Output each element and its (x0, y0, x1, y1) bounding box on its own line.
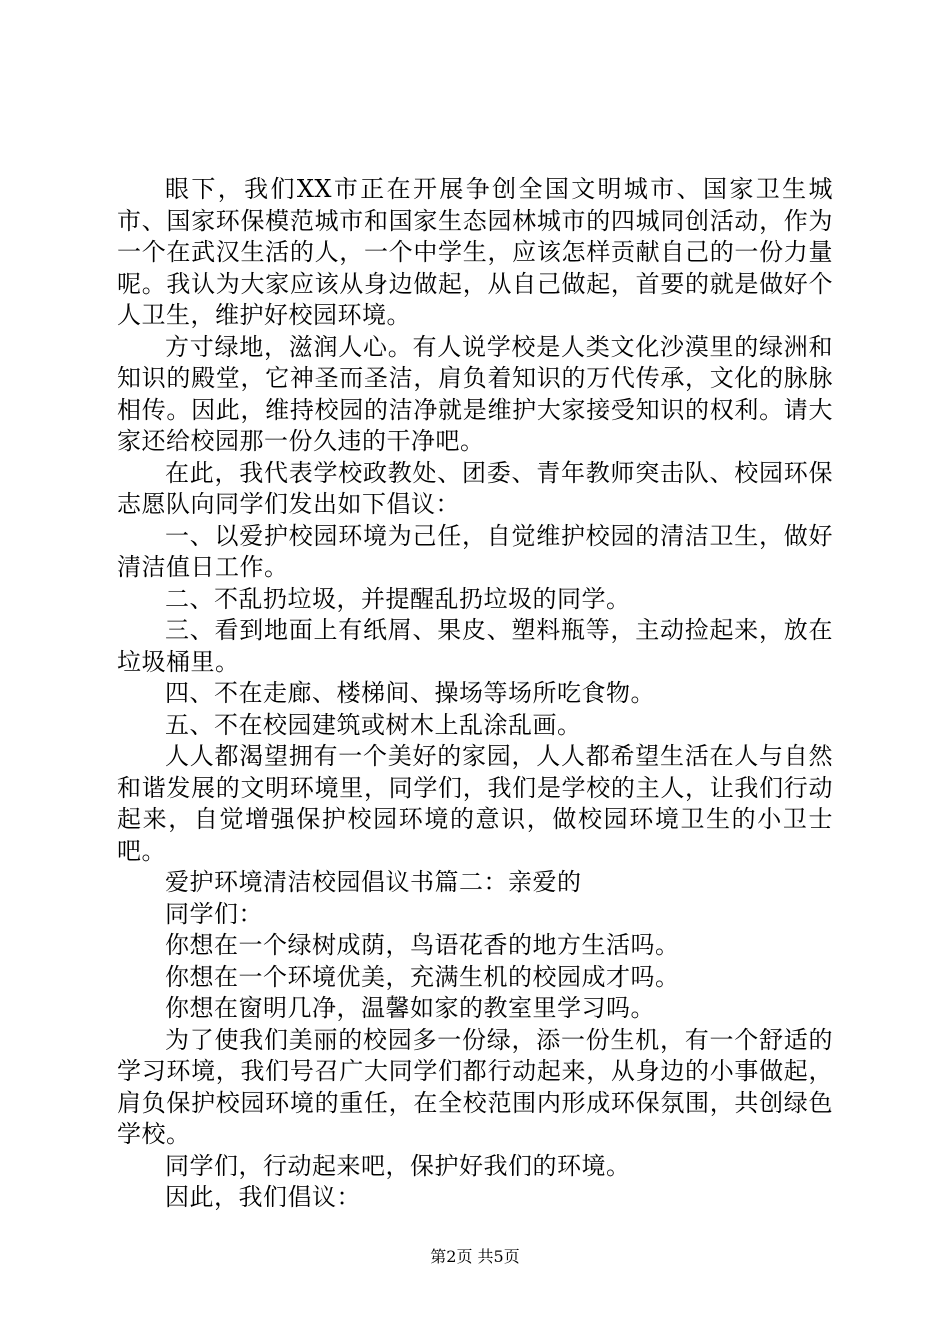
paragraph: 因此，我们倡议： (165, 1183, 361, 1211)
paragraph: 五、不在校园建筑或树木上乱涂乱画。 (165, 710, 582, 739)
paragraph: 眼下，我们XX市正在开展争创全国文明城市、国家卫生城市、国家环保模范城市和国家生态园林城市的四城同创活动，作为一个在武汉生活的人，一个中学生，应该怎样贡献自己的一份力量呢。我认为大家应该从身边做起，从自己做起，首要的就是做好个人卫生，维护好校园环境。 (117, 175, 833, 329)
document-body (117, 174, 833, 1214)
paragraph: 你想在窗明几净，温馨如家的教室里学习吗。 (165, 994, 655, 1022)
paragraph: 为了使我们美丽的校园多一份绿，添一份生机，有一个舒适的学习环境，我们号召广大同学们都行动起来，从身边的小事做起，肩负保护校园环境的重任，在全校范围内形成环保氛围，共创绿色学校。 (117, 1025, 833, 1148)
paragraph: 四、不在走廊、楼梯间、操场等场所吃食物。 (165, 679, 655, 707)
paragraph: 你想在一个环境优美，充满生机的校园成才吗。 (165, 962, 680, 991)
paragraph: 在此，我代表学校政教处、团委、青年教师突击队、校园环保志愿队向同学们发出如下倡议： (117, 458, 833, 518)
paragraph: 一、以爱护校园环境为己任，自觉维护校园的清洁卫生，做好清洁值日工作。 (117, 521, 833, 581)
paragraph: 你想在一个绿树成荫，鸟语花香的地方生活吗。 (165, 931, 680, 959)
paragraph: 人人都渴望拥有一个美好的家园，人人都希望生活在人与自然和谐发展的文明环境里，同学们，我们是学校的主人，让我们行动起来，自觉增强保护校园环境的意识，做校园环境卫生的小卫士吧。 (117, 742, 833, 865)
paragraph: 三、看到地面上有纸屑、果皮、塑料瓶等，主动捡起来，放在垃圾桶里。 (117, 616, 833, 676)
page-number-footer: 第2页 共5页 (430, 1247, 520, 1266)
paragraph: 方寸绿地，滋润人心。有人说学校是人类文化沙漠里的绿洲和知识的殿堂，它神圣而圣洁，肩负着知识的万代传承，文化的脉脉相传。因此，维持校园的洁净就是维护大家接受知识的权利。请大家还给校园那一份久违的干净吧。 (117, 332, 833, 455)
paragraph: 爱护环境清洁校园倡议书篇二：亲爱的 (165, 868, 582, 896)
paragraph: 同学们，行动起来吧，保护好我们的环境。 (165, 1151, 631, 1180)
paragraph: 二、不乱扔垃圾，并提醒乱扔垃圾的同学。 (165, 584, 631, 613)
paragraph: 同学们： (165, 899, 263, 928)
